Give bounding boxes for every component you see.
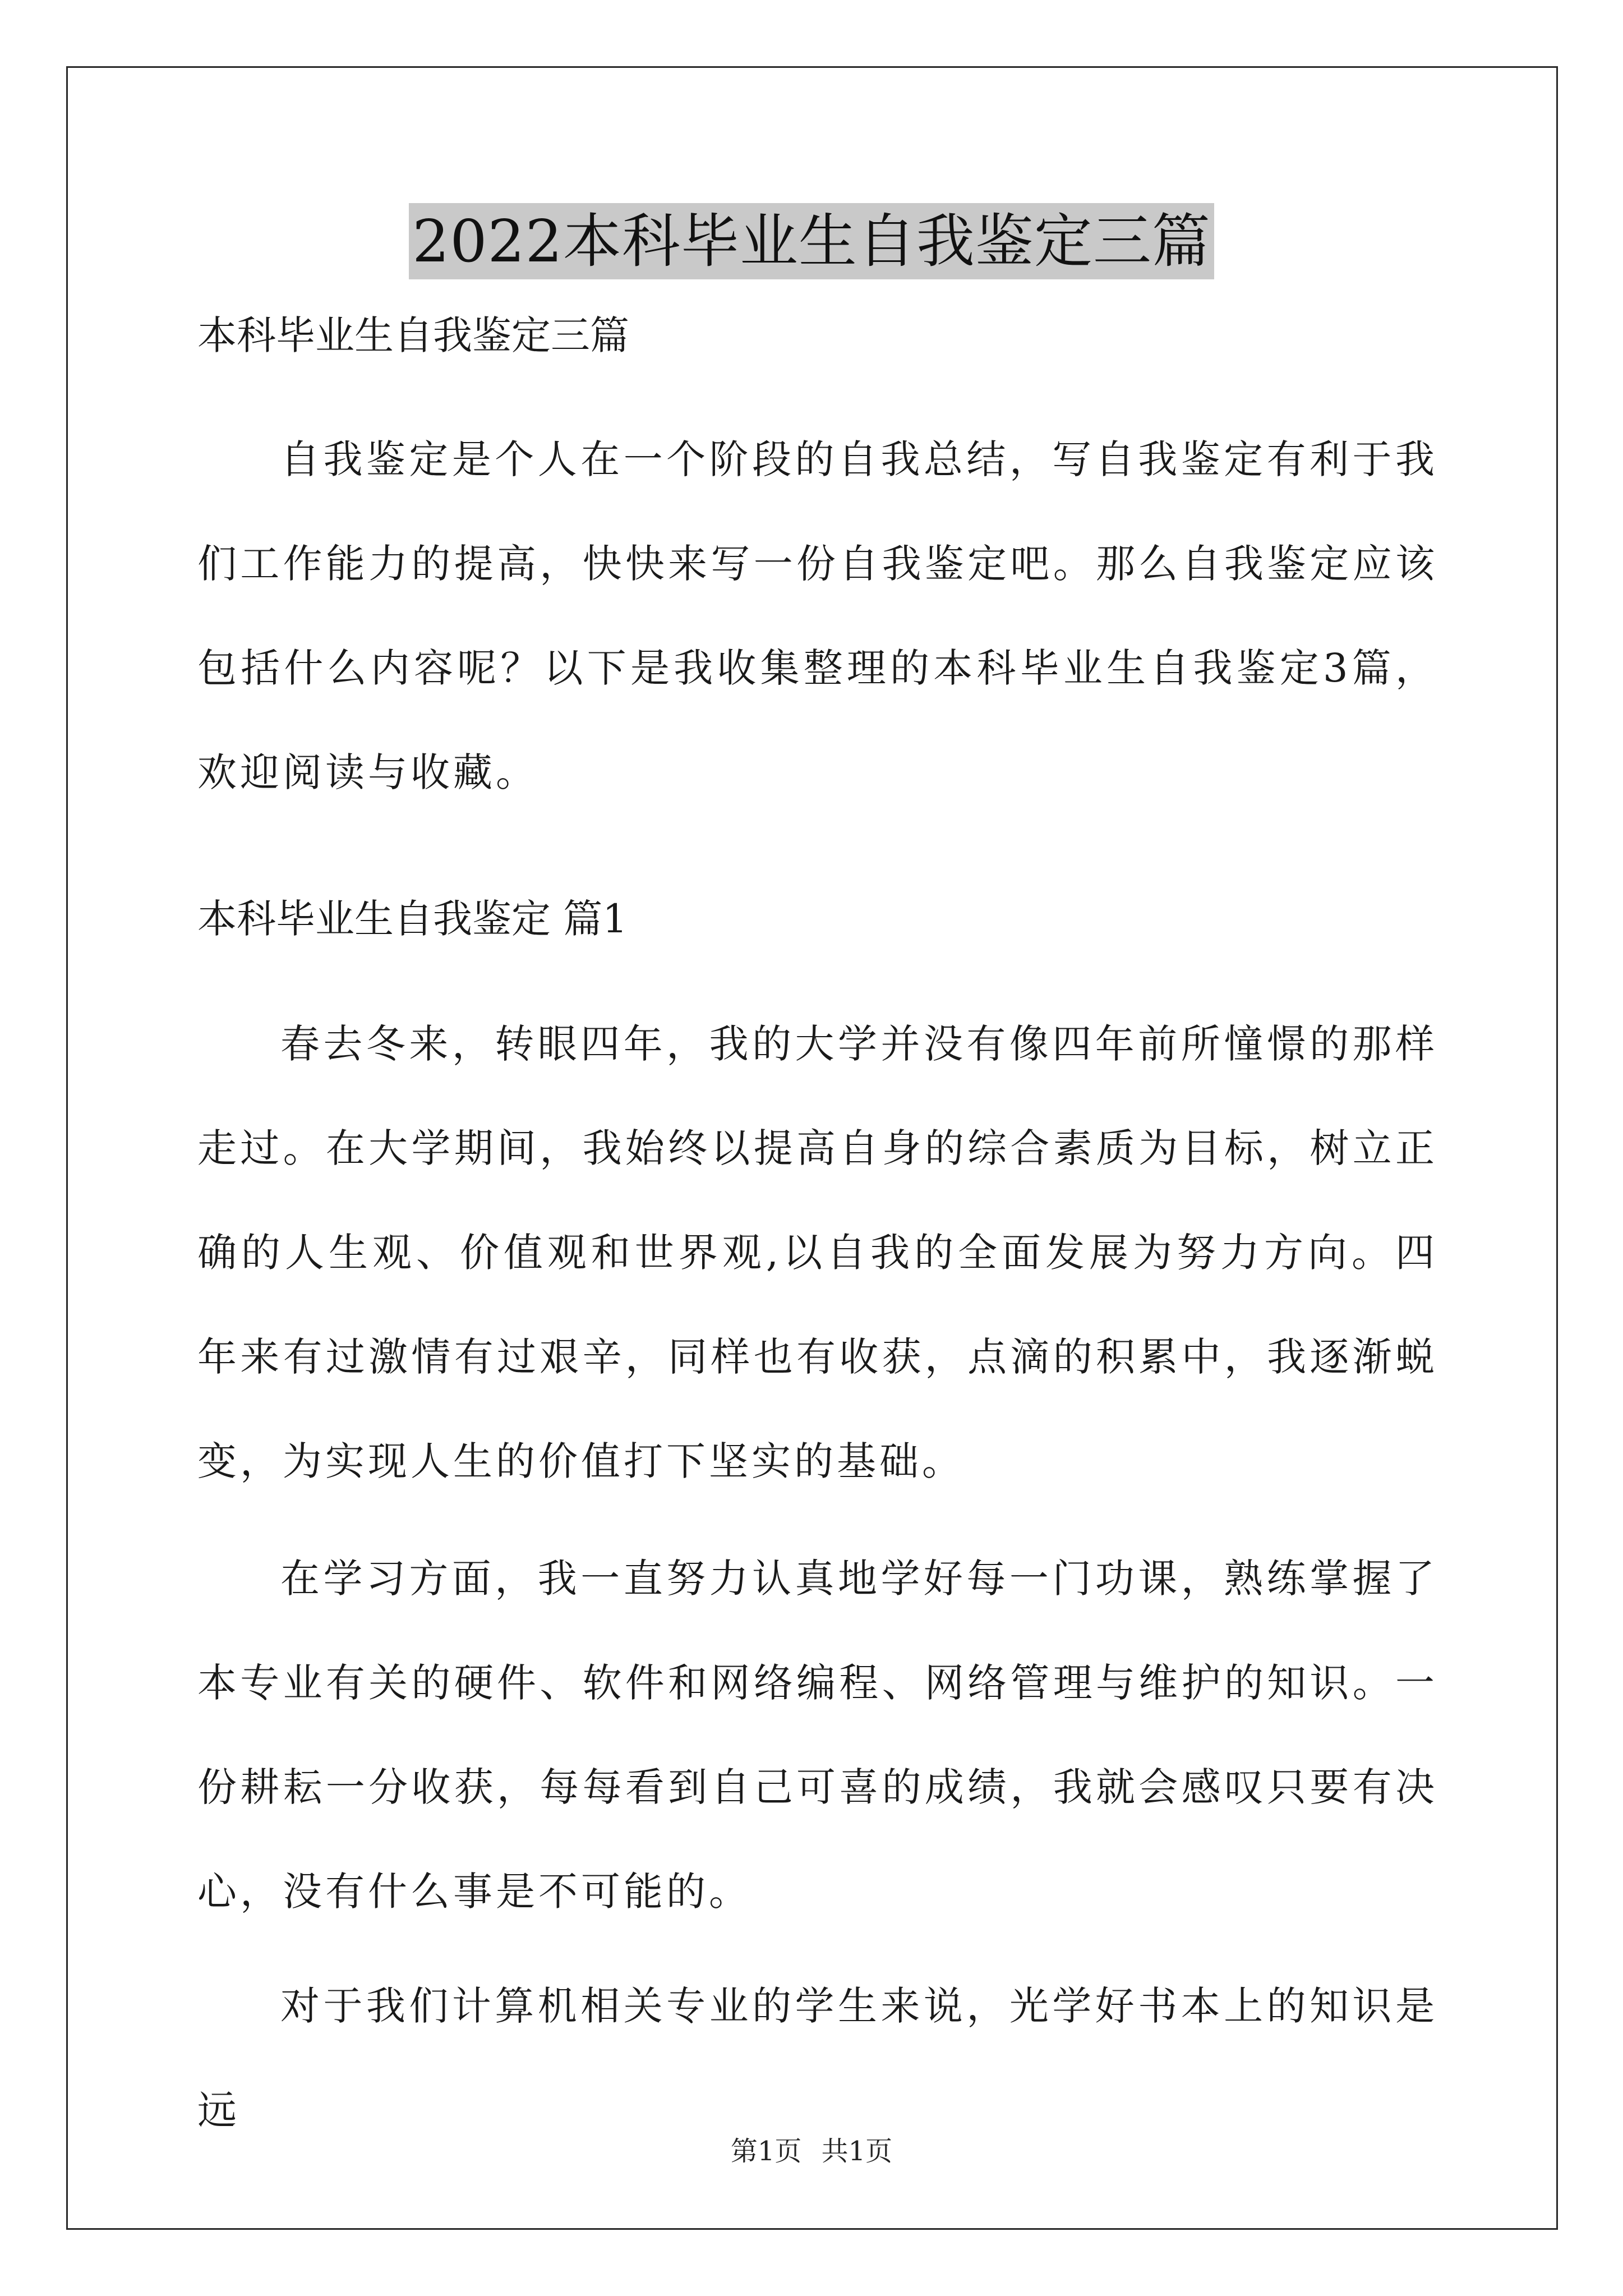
page-total: 共1页 bbox=[821, 2136, 893, 2167]
body-paragraph: 在学习方面，我一直努力认真地学好每一门功课，熟练掌握了本专业有关的硬件、软件和网络编程、网络管理与维护的知识。一份耕耘一分收获，每每看到自己可喜的成绩，我就会感叹只要有决心，没有什么事是不可能的。 bbox=[197, 1556, 1438, 1915]
document-title: 2022本科毕业生自我鉴定三篇 bbox=[409, 203, 1214, 279]
page-footer bbox=[0, 2134, 1623, 2168]
subtitle: 本科毕业生自我鉴定三篇 bbox=[197, 312, 629, 358]
page-number: 第1页 bbox=[730, 2136, 802, 2167]
intro-paragraph: 自我鉴定是个人在一个阶段的自我总结，写自我鉴定有利于我们工作能力的提高，快快来写一份自我鉴定吧。那么自我鉴定应该包括什么内容呢？以下是我收集整理的本科毕业生自我鉴定3篇，欢迎阅读与收藏。 bbox=[197, 436, 1438, 795]
body-paragraph: 春去冬来，转眼四年，我的大学并没有像四年前所憧憬的那样走过。在大学期间，我始终以提高自身的综合素质为目标，树立正确的人生观、价值观和世界观,以自我的全面发展为努力方向。四年来有过激情有过艰辛，同样也有收获，点滴的积累中，我逐渐蜕变，为实现人生的价值打下坚实的基础。 bbox=[197, 1021, 1438, 1484]
body-paragraph: 对于我们计算机相关专业的学生来说，光学好书本上的知识是远 bbox=[197, 1983, 1438, 2133]
title-container bbox=[0, 203, 1623, 279]
section-heading: 本科毕业生自我鉴定 篇1 bbox=[197, 896, 628, 942]
